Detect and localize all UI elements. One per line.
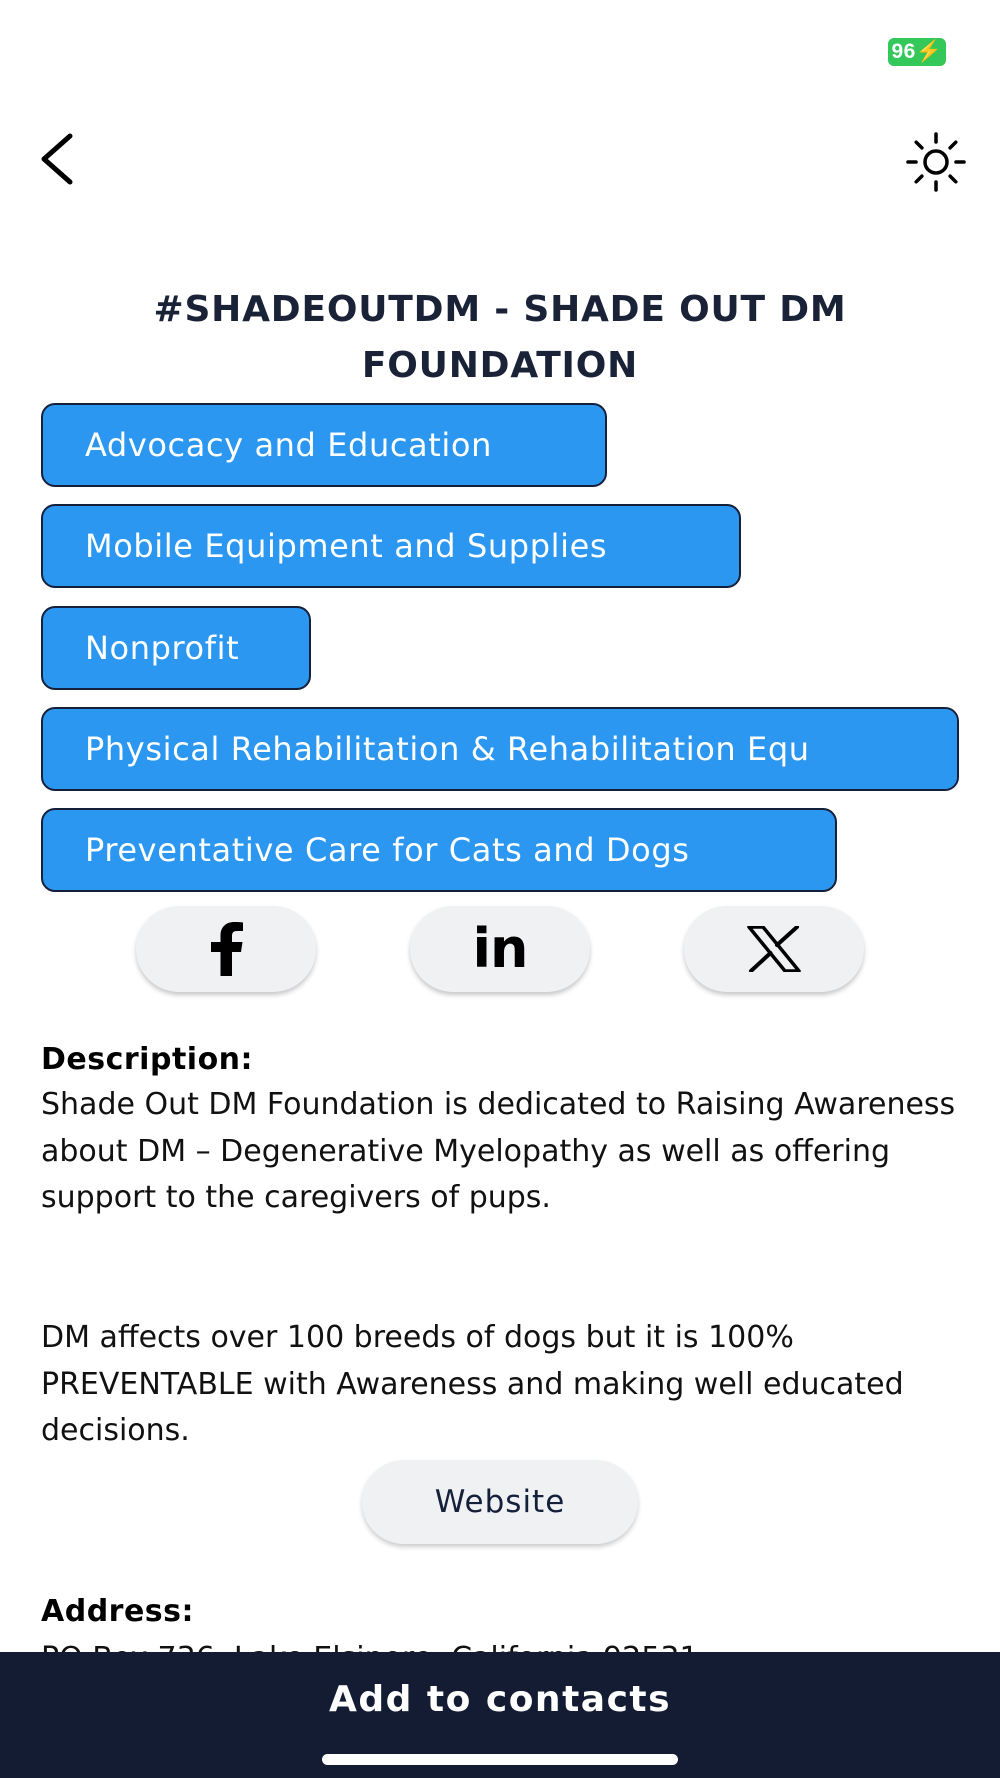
- x-button[interactable]: [684, 906, 864, 992]
- category-chip-physical-rehabilitation[interactable]: [41, 707, 959, 791]
- address-label: Address:: [41, 1594, 195, 1629]
- chip-fade-overlay: [887, 709, 957, 789]
- category-chip-mobile-equipment[interactable]: [41, 504, 741, 588]
- category-chip-preventative-care[interactable]: [41, 808, 837, 892]
- description-paragraph-2: DM affects over 100 breeds of dogs but it is 100% PREVENTABLE with Awareness and making well educated decisions.: [41, 1320, 904, 1448]
- description-label: Description:: [41, 1042, 254, 1077]
- facebook-icon: [206, 922, 246, 976]
- linkedin-icon: in: [472, 917, 528, 980]
- bottom-action-bar: [0, 1652, 1000, 1778]
- website-button[interactable]: Website: [362, 1460, 638, 1544]
- category-chip-nonprofit[interactable]: [41, 606, 311, 690]
- home-indicator: [322, 1754, 678, 1765]
- chevron-left-icon: [32, 128, 84, 190]
- add-to-contacts-button[interactable]: Add to contacts: [328, 1679, 672, 1720]
- description-paragraph-1: Shade Out DM Foundation is dedicated to Raising Awareness about DM – Degenerative Myelopathy as well as offering support to the caregivers of pups.: [41, 1087, 956, 1215]
- category-chip-label: Advocacy and Education: [85, 426, 492, 464]
- category-chip-label: Physical Rehabilitation & Rehabilitation Equ: [85, 730, 810, 768]
- page-title: #SHADEOUTDM - SHADE OUT DM FOUNDATION: [153, 289, 847, 386]
- theme-toggle-button[interactable]: [904, 130, 968, 194]
- category-chip-label: Mobile Equipment and Supplies: [85, 527, 608, 565]
- category-chip-label: Preventative Care for Cats and Dogs: [85, 831, 690, 869]
- sun-icon: [904, 130, 968, 194]
- battery-indicator: 96⚡: [888, 38, 946, 66]
- x-icon: [747, 926, 801, 972]
- back-button[interactable]: [32, 128, 84, 190]
- category-chip-label: Nonprofit: [85, 629, 240, 667]
- linkedin-button[interactable]: [410, 906, 590, 992]
- category-chip-advocacy[interactable]: [41, 403, 607, 487]
- facebook-button[interactable]: [136, 906, 316, 992]
